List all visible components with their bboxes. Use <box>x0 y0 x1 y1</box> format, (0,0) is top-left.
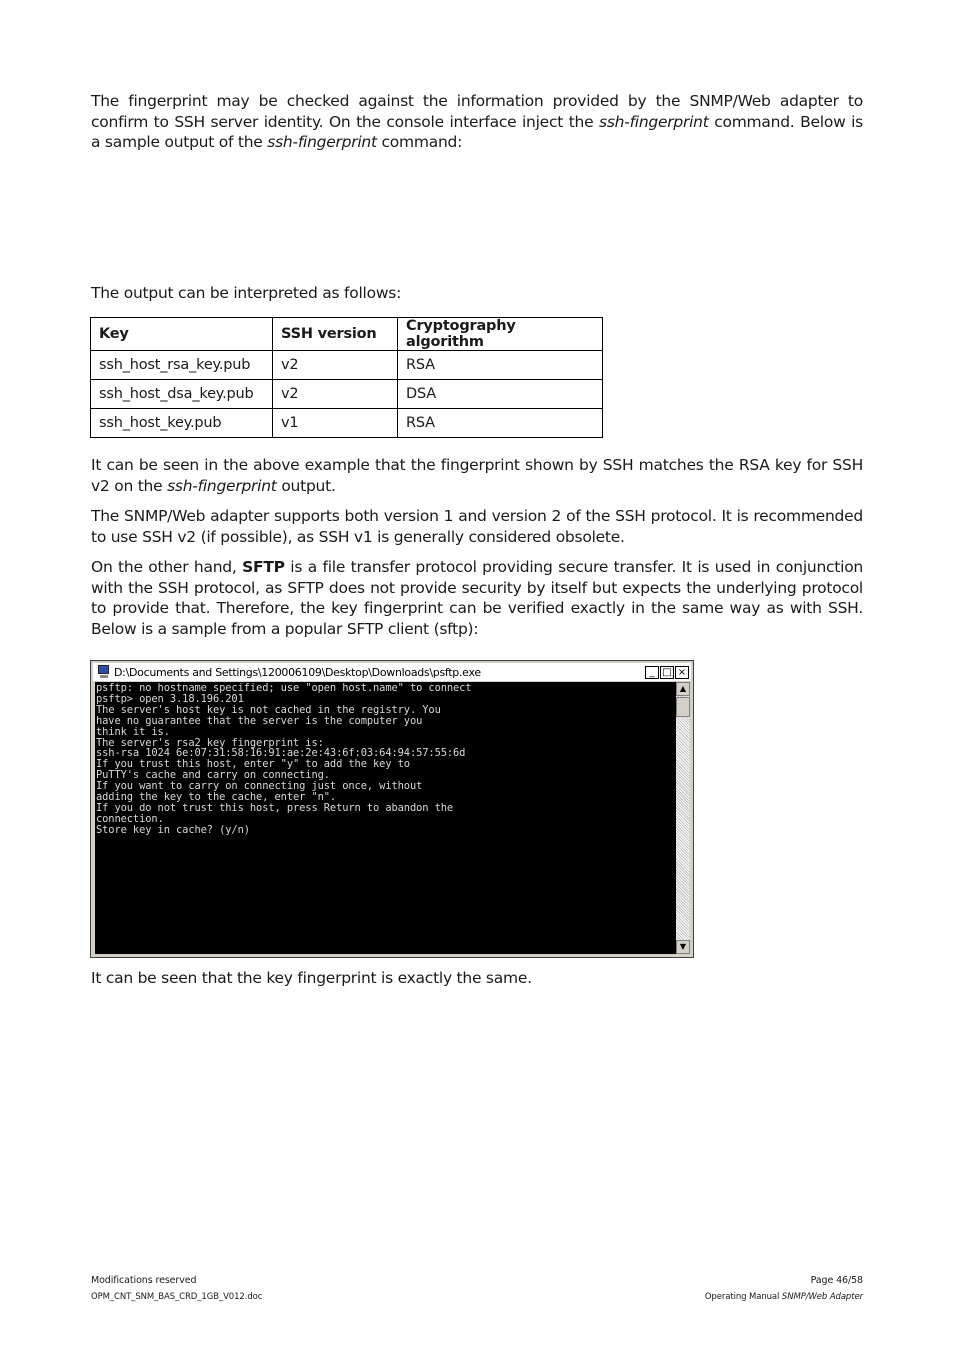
console-line: psftp: no hostname specified; use "open host.name" to connect <box>96 682 472 694</box>
table-cell: RSA <box>398 409 603 438</box>
console-app-icon <box>97 665 111 679</box>
console-line: have no guarantee that the server is the computer you <box>96 714 423 727</box>
column-header-ssh-version: SSH version <box>273 318 398 351</box>
console-text <box>95 682 676 836</box>
column-header-algorithm: Cryptography algorithm <box>398 318 603 351</box>
minimize-icon: _ <box>645 666 659 679</box>
text-run: On the other hand, <box>91 558 243 576</box>
window-controls <box>644 666 689 679</box>
console-scrollbar <box>676 682 690 954</box>
text-run: The fingerprint may be checked against the information provided by the SNMP/Web adapter to confirm to SSH server identity. On the console interface inject the <box>91 92 863 131</box>
table-cell: DSA <box>398 380 603 409</box>
table-header-row <box>91 318 603 351</box>
footer-document-id: OPM_CNT_SNM_BAS_CRD_1GB_V012.doc <box>91 1292 263 1302</box>
table-cell: RSA <box>398 351 603 380</box>
console-line: Store key in cache? (y/n) <box>96 823 250 836</box>
scroll-down-icon: ▼ <box>676 940 690 954</box>
text-run: It can be seen in the above example that the fingerprint shown by SSH matches the RSA key for SSH v2 on the <box>91 456 863 495</box>
text-run: is a file transfer protocol providing secure transfer. It is used in conjunction with the SSH protocol, as SFTP does not provide security by itself but expects the underlying protocol to provide that. Therefore, the key fingerprint can be verified exactly in the same way as with SSH. Below is a sample from a popular SFTP client (sftp): <box>91 558 864 638</box>
table-cell: v2 <box>273 351 398 380</box>
console-line: connection. <box>96 812 164 825</box>
comparison-paragraph <box>91 455 863 496</box>
table-cell: ssh_host_dsa_key.pub <box>91 380 273 409</box>
command-name: ssh-fingerprint <box>167 476 277 495</box>
column-header-key: Key <box>91 318 273 351</box>
table-cell: ssh_host_key.pub <box>91 409 273 438</box>
footer-manual-title <box>705 1292 863 1302</box>
sftp-paragraph <box>91 557 863 639</box>
console-line: The server's host key is not cached in the registry. You <box>96 703 441 716</box>
text-run: command. Below is a sample output of the <box>91 112 863 151</box>
key-table <box>90 317 603 438</box>
table-cell: ssh_host_rsa_key.pub <box>91 351 273 380</box>
scrollbar-thumb <box>676 697 690 717</box>
console-line: psftp> open 3.18.196.201 <box>96 692 244 705</box>
product-name: SNMP/Web Adapter <box>781 1292 863 1302</box>
command-name: ssh-fingerprint <box>267 133 377 151</box>
table-row <box>91 409 603 438</box>
sftp-term: SFTP <box>242 558 285 576</box>
console-line: PuTTY's cache and carry on connecting. <box>96 769 330 782</box>
maximize-icon: □ <box>660 666 674 679</box>
console-window-screenshot <box>90 660 694 958</box>
conclusion-paragraph: It can be seen that the key fingerprint is exactly the same. <box>91 969 532 987</box>
table-cell: v2 <box>273 380 398 409</box>
text-run: command: <box>376 133 463 151</box>
scroll-up-icon: ▲ <box>676 682 690 696</box>
console-line: The server's rsa2 key fingerprint is: <box>96 736 324 749</box>
console-line: think it is. <box>96 725 170 738</box>
command-name: ssh-fingerprint <box>599 112 709 131</box>
console-line: ssh-rsa 1024 6e:07:31:58:16:91:ae:2e:43:6f:03:64:94:57:55:6d <box>96 747 466 760</box>
table-row <box>91 380 603 409</box>
console-line: If you do not trust this host, press Return to abandon the <box>96 801 454 814</box>
console-window-title: D:\Documents and Settings\120006109\Desktop\Downloads\psftp.exe <box>114 665 481 679</box>
table-cell: v1 <box>273 409 398 438</box>
interpretation-paragraph: The output can be interpreted as follows: <box>91 284 402 302</box>
footer-page-number: Page 46/58 <box>810 1275 863 1286</box>
text-run: output. <box>276 476 336 495</box>
footer-modifications: Modifications reserved <box>91 1275 197 1286</box>
console-line: adding the key to the cache, enter "n". <box>96 791 337 804</box>
console-title-bar <box>93 663 691 681</box>
table-row <box>91 351 603 380</box>
ssh-versions-paragraph: The SNMP/Web adapter supports both version 1 and version 2 of the SSH protocol. It is recommended to use SSH v2 (if possible), as SSH v1 is generally considered obsolete. <box>91 507 863 546</box>
intro-paragraph <box>91 91 863 153</box>
console-output-area <box>95 682 676 954</box>
close-icon: × <box>675 666 689 679</box>
console-line: If you want to carry on connecting just once, without <box>96 780 423 793</box>
text-run: Operating Manual <box>704 1292 782 1302</box>
console-line: If you trust this host, enter "y" to add the key to <box>96 758 410 771</box>
